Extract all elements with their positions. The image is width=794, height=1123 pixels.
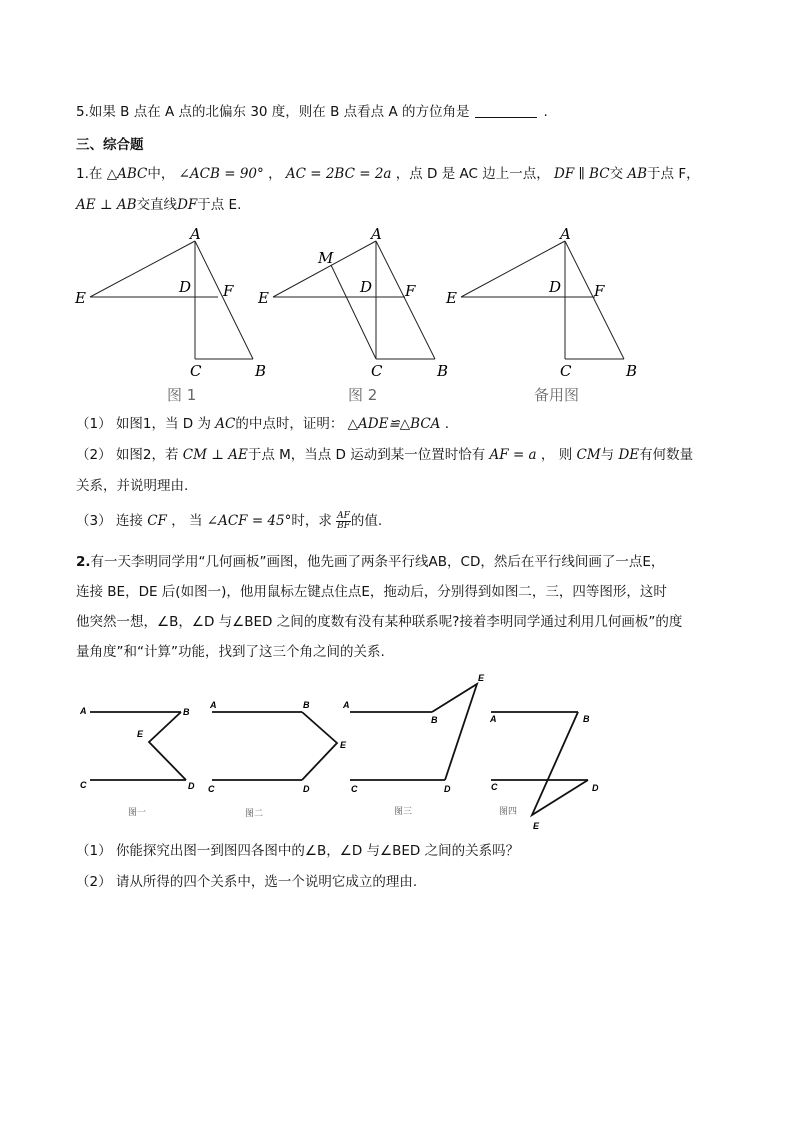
label-C: C	[351, 784, 358, 794]
p1-math-ae-ab: AE ⊥ AB	[76, 197, 137, 213]
p1-s2-math: DE	[618, 447, 640, 463]
p1-s1-math: △ADE≌△BCA	[347, 416, 441, 432]
label-C: C	[491, 782, 498, 792]
p1-math-ac: AC = 2BC = 2a	[285, 166, 392, 182]
p1-text: 交	[609, 166, 624, 182]
label-A: A	[210, 700, 217, 710]
label-F: F	[223, 282, 234, 300]
problem-2-line4: 量角度”和“计算”功能，找到了这三个角之间的关系.	[76, 644, 385, 660]
p1-text: 中，	[147, 166, 175, 182]
p1-text: 于点 F，	[647, 166, 700, 182]
p1-s3-math: CF	[147, 513, 167, 529]
label-F: F	[405, 282, 416, 300]
label-B: B	[431, 715, 438, 725]
label-B: B	[183, 707, 190, 717]
figure-three-diagram	[350, 684, 477, 780]
figure-one-diagram	[90, 712, 186, 780]
p1-text: 1.在	[76, 166, 103, 182]
label-B: B	[583, 714, 590, 724]
figure-backup-diagram	[461, 241, 624, 359]
p1-text: 于点 E.	[197, 197, 242, 213]
p1-s2-math: AF = a	[489, 447, 537, 463]
label-E: E	[137, 729, 144, 739]
problem-2-figures	[0, 665, 794, 835]
q5-tail: .	[543, 104, 548, 120]
label-E: E	[340, 740, 347, 750]
figure-2-caption: 图 2	[348, 386, 378, 404]
figure-two-diagram	[212, 712, 337, 780]
problem-1-part-2-line2: 关系，并说明理由.	[76, 478, 189, 494]
p1-s1-text: 的中点时，证明：	[235, 416, 344, 432]
figure-two-caption: 图二	[245, 809, 264, 819]
problem-2-line2: 连接 BE，DE 后(如图一)，他用鼠标左键点住点E，拖动后，分别得到如图二，三，四等图形，这时	[76, 584, 667, 600]
p1-math-df-bc: DF ∥ BC	[554, 166, 610, 182]
label-E: E	[478, 673, 485, 683]
label-D: D	[188, 781, 195, 791]
label-A: A	[343, 700, 350, 710]
label-A: A	[80, 706, 87, 716]
answer-blank[interactable]	[475, 103, 537, 118]
problem-1-part-3	[76, 511, 382, 531]
label-B: B	[303, 700, 310, 710]
p1-s2-math: CM ⊥ AE	[182, 447, 248, 463]
label-M: M	[318, 249, 334, 267]
p1-s1-text: （1） 如图1，当 D 为	[76, 416, 211, 432]
q5-text: 5.如果 B 点在 A 点的北偏东 30 度，则在 B 点看点 A 的方位角是	[76, 104, 470, 120]
p1-s3-text: 时，求	[291, 513, 332, 529]
problem-2-line3: 他突然一想，∠B，∠D 与∠BED 之间的度数有没有某种联系呢?接着李明同学通过利用几何画板”的度	[76, 614, 683, 630]
label-A: A	[490, 714, 497, 724]
figure-one-caption: 图一	[128, 808, 147, 818]
problem-2-part-2: （2） 请从所得的四个关系中，选一个说明它成立的理由.	[76, 874, 418, 890]
p1-s2-text: ， 则	[540, 447, 573, 463]
p1-text: ，	[268, 166, 282, 182]
label-A: A	[371, 225, 382, 243]
p1-s3-text: 的值.	[350, 513, 383, 529]
figure-2-diagram	[273, 241, 435, 359]
label-B: B	[437, 362, 449, 380]
fraction-denominator: BF	[337, 520, 350, 531]
label-C: C	[80, 780, 87, 790]
p1-s2-text: 于点 M，当点 D 运动到某一位置时恰有	[247, 447, 486, 463]
p1-text: ，点 D 是 AC 边上一点，	[395, 166, 550, 182]
label-E: E	[258, 289, 269, 307]
problem-2-part-1: （1） 你能探究出图一到图四各图中的∠B，∠D 与∠BED 之间的关系吗？	[76, 843, 520, 859]
p1-math-triangle: △ABC	[106, 166, 148, 182]
label-D: D	[444, 784, 451, 794]
figure-backup-caption: 备用图	[534, 386, 580, 404]
p1-text: 交直线	[136, 197, 178, 213]
p1-s1-math: AC	[215, 416, 236, 432]
problem-2-text: 有一天李明同学用“几何画板”画图，他先画了两条平行线AB，CD，然后在平行线间画了一点E，	[90, 554, 665, 570]
problem-1-part-1	[76, 414, 449, 434]
p1-s3-text: ， 当	[171, 513, 203, 529]
problem-1-intro-line1	[76, 164, 700, 184]
label-C: C	[560, 362, 572, 380]
label-B: B	[255, 362, 267, 380]
figure-three-caption: 图三	[394, 807, 413, 817]
label-C: C	[208, 784, 215, 794]
label-D: D	[549, 278, 562, 296]
figure-four-diagram	[491, 712, 588, 815]
label-D: D	[303, 784, 310, 794]
p1-math-angle: ∠ACB = 90°	[178, 166, 264, 182]
label-D: D	[179, 278, 192, 296]
p1-math-df: DF	[177, 197, 198, 213]
figure-1-caption: 图 1	[167, 386, 197, 404]
problem-2-number: 2.	[76, 554, 91, 570]
p1-s3-math: ∠ACF = 45°	[206, 513, 292, 529]
label-A: A	[560, 225, 571, 243]
p1-s2-text: （2） 如图2，若	[76, 447, 179, 463]
label-F: F	[594, 282, 605, 300]
label-D: D	[592, 783, 599, 793]
question-5	[76, 102, 548, 122]
problem-1-figures	[0, 220, 794, 410]
p1-s2-math: CM	[576, 447, 601, 463]
figure-four-caption: 图四	[499, 807, 518, 817]
p1-s2-text: 与	[600, 447, 615, 463]
label-A: A	[190, 225, 201, 243]
label-D: D	[360, 278, 373, 296]
problem-1-intro-line2	[76, 195, 241, 215]
p1-s3-text: （3） 连接	[76, 513, 143, 529]
problem-2-line1	[76, 552, 664, 572]
label-E: E	[533, 821, 540, 831]
fraction-numerator: AF	[337, 510, 350, 521]
p1-s2-text: 有何数量	[639, 447, 694, 463]
section-heading: 三、综合题	[76, 137, 144, 153]
problem-1-part-2	[76, 445, 693, 465]
p1-s1-text: .	[444, 416, 449, 432]
label-C: C	[371, 362, 383, 380]
label-B: B	[626, 362, 638, 380]
p1-math-ab: AB	[627, 166, 648, 182]
label-E: E	[75, 289, 86, 307]
figure-1-diagram	[90, 241, 253, 359]
fraction-af-bf	[336, 512, 351, 531]
label-C: C	[190, 362, 202, 380]
label-E: E	[446, 289, 457, 307]
